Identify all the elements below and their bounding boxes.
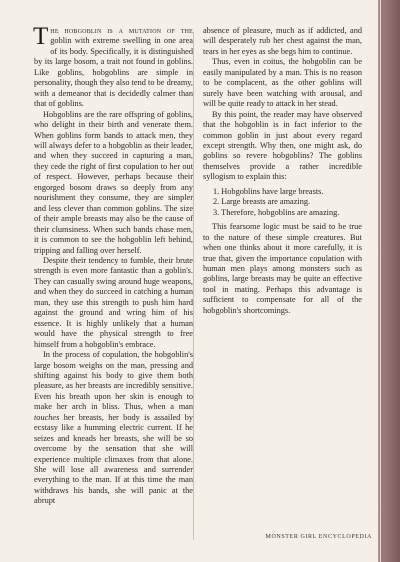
paragraph-intro-text: goblin with extreme swelling in one area of its body. Specifically, it is distinguished by its large bosom, a trait not found in goblins. Like goblins, hobgoblins are simple in personality, though they also tend to be dreamy, with a demeanor that is decidedly calmer than that of goblins. xyxy=(34,36,193,109)
paragraph-copulation-part1: In the process of copulation, the hobgoblin's large bosom weighs on the man, pressing and shifting against his body to give them both pleasure, as her breasts are incredibly sensitive. Even his breath upon her skin is enough to make her arch in bliss. Thus, when a man xyxy=(34,350,193,412)
emphasis-touches: touches xyxy=(34,412,60,422)
drop-cap: T xyxy=(33,23,49,50)
list-item: 1. Hobgoblins have large breasts. xyxy=(213,186,324,196)
right-column xyxy=(203,26,362,316)
paragraph-copulation-part2: her breasts, her body is assailed by ecstasy like a humming electric current. If he seizes and kneads her breasts, she will be so overcome by the sensation that she will experience multiple climaxes from that alone. She will lose all awareness and surrender everything to the man. If at this time the man withdraws his hands, she will panic at the abrupt xyxy=(34,412,194,506)
list-item: 3. Therefore, hobgoblins are amazing. xyxy=(213,207,340,217)
page-edge-border xyxy=(378,0,400,562)
paragraph-coitus: Thus, even in coitus, the hobgoblin can be easily manipulated by a man. This is no reason to be complacent, as the other goblins will surely have been watching with arousal, and will be quite ready to attack in her stead. xyxy=(203,57,362,109)
paragraph-reader: By this point, the reader may have observed that the hobgoblin is in fact inferior to the common goblin in just about every regard except strength. Why then, one might ask, do goblins so revere hobgoblins? The goblins themselves provide a rather incredible syllogism to explain this: xyxy=(203,109,362,182)
left-column xyxy=(33,23,194,507)
running-footer: MONSTER GIRL ENCYCLOPEDIA xyxy=(265,534,372,540)
list-item: 2. Large breasts are amazing. xyxy=(213,197,311,207)
syllogism-list xyxy=(203,187,362,218)
paragraph-copulation xyxy=(34,350,193,507)
column-divider xyxy=(193,32,194,540)
paragraph-logic: This fearsome logic must be said to be true to the nature of these simple creatures. But when one thinks about it more carefully, it is true that, given the importance copulation with human men plays among monsters such as goblins, large breasts may be quite an effective tool in mating. Perhaps this advantage is sufficient to compensate for all of the hobgoblin's shortcomings. xyxy=(203,222,362,315)
paragraph-intro xyxy=(33,23,193,110)
lead-in-smallcaps: he hobgoblin is a mutation of the xyxy=(50,26,193,35)
paragraph-strength: Despite their tendency to fumble, their brute strength is even more fantastic than a goblin's. They can casually swing around huge weapons, and when they do succeed in catching a human man, they use this strength to push him hard against the ground and wring him of his essence. It is highly unlikely that a human would have the physical strength to free himself from a hobgoblin's embrace. xyxy=(34,255,193,349)
paragraph-continued: absence of pleasure, much as if addicted, and will desperately rub her chest against the man, tears in her eyes as she begs him to continue. xyxy=(203,26,362,56)
paragraph-offspring: Hobgoblins are the rare offspring of goblins, who delight in their birth and venerate them. When goblins form bands to attack men, they will always defer to a hobgoblin as their leader, and when they succeed in capturing a man, they cede the right of first copulation to her out of respect. However, perhaps because their engorged bosom draws so deeply from any nourishment they consume, they are simpler and less clever than common goblins. The size of their ample breasts may also be the cause of their clumsiness. When such bands chase men, it is common to see the hobgoblin left behind, tripping and falling over herself. xyxy=(34,109,193,255)
